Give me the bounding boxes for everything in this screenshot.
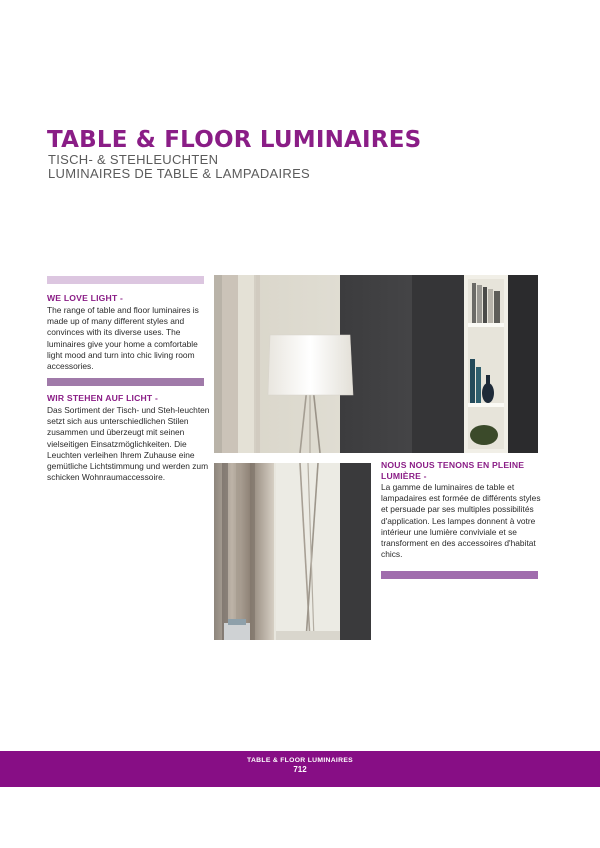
accent-bar-german	[47, 378, 204, 386]
accent-bar-french	[381, 571, 538, 579]
english-text: The range of table and floor luminaires is made up of many different styles and convinces with its diverse uses. The luminaires give your home a comfortable light mood and turn into chic living room accessories.	[47, 305, 199, 372]
english-heading: WE LOVE LIGHT -	[47, 293, 124, 303]
german-text: Das Sortiment der Tisch- und Steh-leuchten setzt sich aus unterschiedlichen Stilen zusammen und überzeugt mit seinen vielseitigen Einsatzmöglichkeiten. Die Leuchten verleihen Ihrem Zuhause eine gemütliche Lichtstimmung und werden zum schicken Wohnraumaccessoire.	[47, 405, 210, 483]
french-text: La gamme de luminaires de table et lampadaires est formée de différents styles et persuade par ses multiples possibilités d'application. Les lampes donnent à votre intérieur une lumière conviviale et se transforment en des accessoires d'habitat chics.	[381, 482, 541, 560]
french-heading: NOUS NOUS TENONS EN PLEINE LUMIÈRE -	[381, 460, 525, 481]
german-heading: WIR STEHEN AUF LICHT -	[47, 393, 159, 403]
subtitle-german: TISCH- & STEHLEUCHTEN	[48, 152, 219, 167]
footer-label: TABLE & FLOOR LUMINAIRES	[247, 757, 353, 764]
subtitle-french: LUMINAIRES DE TABLE & LAMPADAIRES	[48, 166, 311, 181]
page-title: TABLE & FLOOR LUMINAIRES	[47, 127, 422, 153]
page-footer	[0, 751, 600, 787]
floor-lamp-room-photo	[214, 275, 538, 453]
lamp-detail-photo	[214, 463, 371, 640]
page-number: 712	[293, 765, 307, 774]
accent-bar-english	[47, 276, 204, 284]
